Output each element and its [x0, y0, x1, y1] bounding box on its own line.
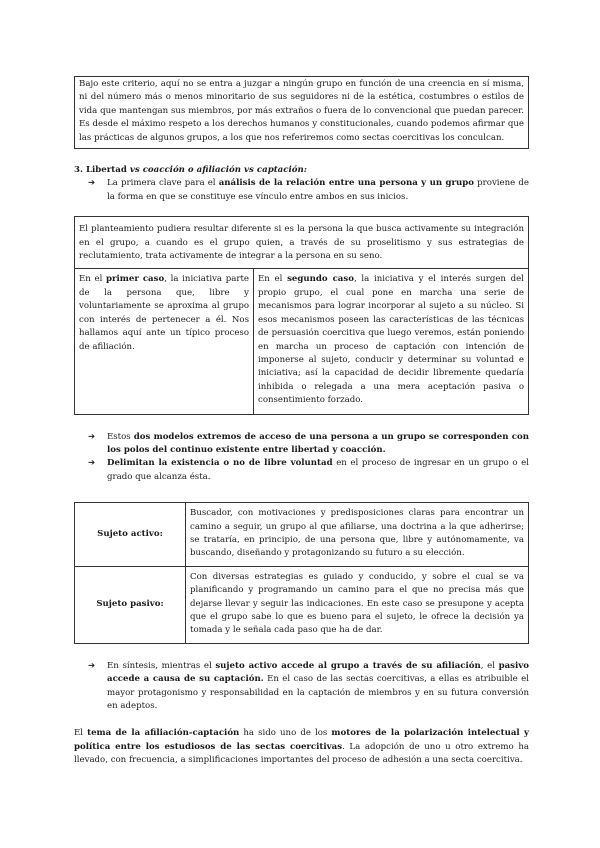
arrow-right-icon: ➔ [88, 178, 96, 189]
sujeto-activo-text: Buscador, con motivaciones y predisposiciones claras para encontrar un camino a seguir, un grupo al que afiliarse, una doctrina a la que adherirse; se trataría, en principio, de una persona que, libre y autónomamente, va buscando, diseñando y protagonizando su futuro a su elección. [190, 508, 524, 559]
bullet-list-2 [74, 431, 529, 485]
bullet-analysis: ➔ La primera clave para el análisis de la relación entre una persona y un grupo proviene de la forma en que se constituye ese vínculo entre ambos en sus inicios. [88, 178, 529, 202]
sujeto-pasivo-label: Sujeto pasivo: [75, 566, 186, 643]
closing-paragraph: El tema de la afiliación-captación ha sido uno de los motores de la polarización intelectual y política entre los estudiosos de las sectas coercitivas. La adopción de uno u otro extremo ha llevado, con frecuencia, a simplificaciones importantes del proceso de adhesión a una secta coercitiva. [74, 728, 530, 766]
bullet-models: ➔ Estos dos modelos extremos de acceso de una persona a un grupo se corresponden con los polos del continuo existente entre libertad y coacción. [88, 431, 529, 455]
cases-intro: El planteamiento pudiera resultar diferente si es la persona la que busca activamente su integración en el grupo, a cuando es el grupo quien, a través de su proselitismo y sus estrategias de reclutamiento, trata activamente de integrar a la persona en su seno. [75, 217, 528, 269]
sujeto-pasivo-text: Con diversas estrategias es guiado y conducido, y sobre el cual se va planificando y programando un camino para el que no precisa más que dejarse llevar y seguir las indicaciones. En este caso se presupone y acepta que el grupo sabe lo que es bueno para el sujeto, le ofrece la decisión ya tomada y le señala cada paso que ha de dar. [186, 566, 528, 643]
arrow-right-icon: ➔ [88, 660, 96, 671]
first-case-cell: En el primer caso, la iniciativa parte de la persona que, libre y voluntariamente se aproxima al grupo con interés de pertenecer a él. Nos hallamos aquí ante un típico proceso de afiliación. [75, 269, 254, 413]
second-case-cell: En el segundo caso, la iniciativa y el interés surgen del propio grupo, el cual pone en marcha una serie de mecanismos para lograr incorporar al sujeto a su núcleo. Si esos mecanismos poseen las características de las técnicas de persuasión coercitiva que luego veremos, están poniendo en marcha un proceso de captación con intención de imponerse al sujeto, conducir y determinar su voluntad e iniciativa; así la capacidad de decidir libremente quedaría inhibida o relegada a una mera aceptación pasiva o consentimiento forzado. [258, 274, 525, 406]
arrow-right-icon: ➔ [88, 431, 96, 442]
sujetos-table [74, 502, 529, 644]
bullet-list-3 [74, 660, 529, 714]
page-content [74, 76, 529, 768]
section-3-heading: 3. Libertad vs coacción o afiliación vs captación: [74, 165, 307, 176]
bullet-list-1 [74, 177, 529, 204]
intro-box [74, 76, 529, 149]
sujeto-activo-label: Sujeto activo: [75, 503, 186, 566]
cases-row [75, 269, 528, 413]
bullet-synthesis: ➔ En síntesis, mientras el sujeto activo accede al grupo a través de su afiliación, el pasivo accede a causa de su captación. En el caso de las sectas coercitivas, a ellas es atribuible el mayor protagonismo y responsabilidad en la captación de miembros y en su futura conversión en adeptos. [88, 660, 530, 712]
intro-text: Bajo este criterio, aquí no se entra a juzgar a ningún grupo en función de una creencia en sí misma, ni del número más o menos minoritario de sus seguidores ni de la estética, costumbres o estilos de vida que mantengan sus miembros, por más extraños o fuera de lo convencional que puedan parecer. Es desde el máximo respeto a los derechos humanos y constitucionales, cuando podemos afirmar que las prácticas de algunos grupos, a los que nos referiremos como sectas coercitivas los conculcan. [79, 79, 524, 143]
arrow-right-icon: ➔ [88, 458, 96, 469]
cases-table [74, 216, 529, 414]
bullet-delimit: ➔ Delimitan la existencia o no de libre voluntad en el proceso de ingresar en un grupo o el grado que alcanza ésta. [88, 458, 529, 482]
